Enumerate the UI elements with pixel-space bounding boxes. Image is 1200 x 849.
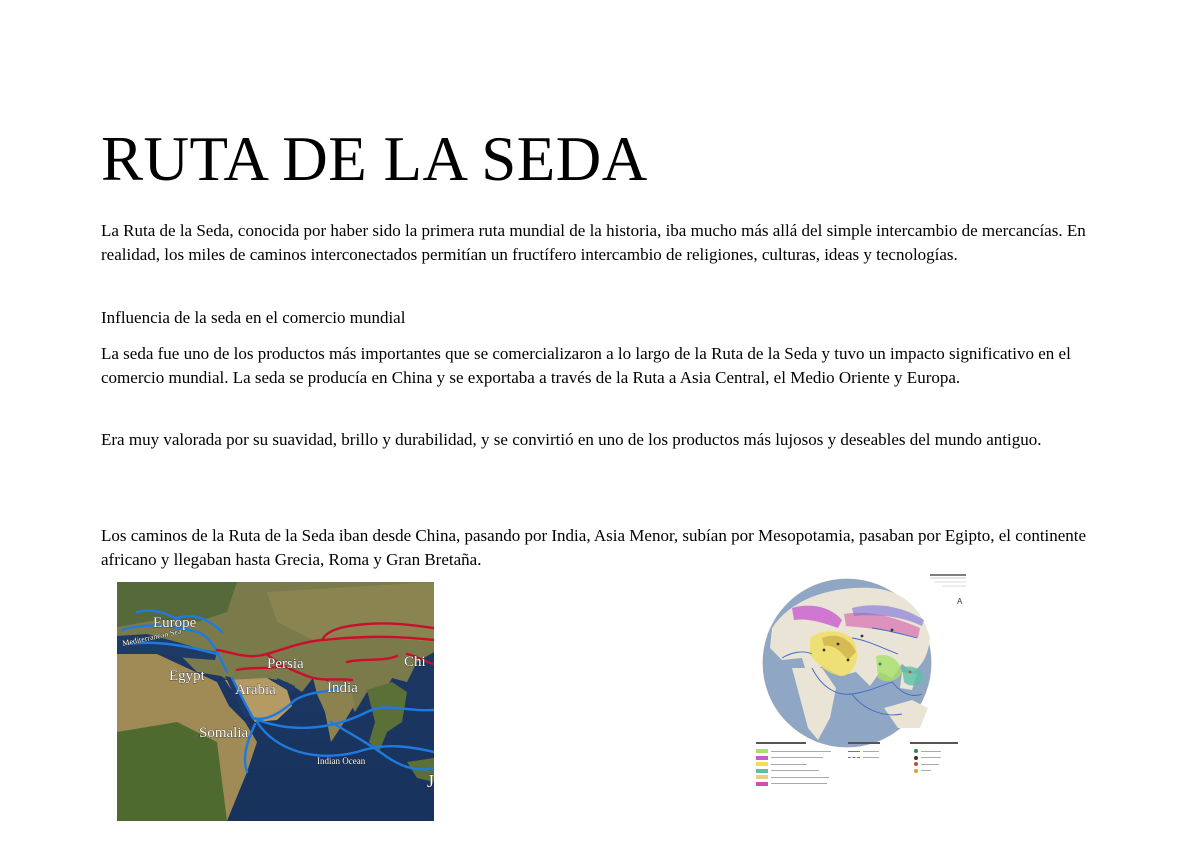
label-java: J [427,771,434,791]
legend-corridors [756,742,831,787]
label-egypt: Egypt [169,668,205,684]
legend-projects [910,742,958,774]
routes-paragraph: Los caminos de la Ruta de la Seda iban desde China, pasando por India, Asia Menor, subían por Mesopotamia, pasaban por Egipto, el continente africano y llegaban hasta Grecia, Roma y Gran Bretaña. [101,526,1087,569]
silk-road-route-map [117,582,434,821]
section-heading: Influencia de la seda en el comercio mundial [101,308,406,327]
page-title: RUTA DE LA SEDA [101,124,648,194]
legend-route-types [848,742,880,761]
label-somalia: Somalia [199,725,249,741]
silk-value-paragraph: Era muy valorada por su suavidad, brillo y durabilidad, y se convirtió en uno de los productos más lujosos y deseables del mundo antiguo. [101,430,1042,449]
globe-legend [752,742,984,800]
scale-bar [930,575,966,606]
label-europe: Europe [153,615,197,631]
label-india: India [327,680,358,696]
intro-paragraph: La Ruta de la Seda, conocida por haber sido la primera ruta mundial de la historia, iba mucho más allá del simple intercambio de mercancías. En realidad, los miles de caminos interconectados permitían un fructífero intercambio de religiones, culturas, ideas y tecnologías. [101,221,1086,264]
route-map-svg [117,582,434,821]
label-china: Chi [404,654,426,670]
silk-trade-paragraph: La seda fue uno de los productos más importantes que se comercializaron a lo largo de la Ruta de la Seda y tuvo un impacto significativo en el comercio mundial. La seda se producía en China y se exportaba a través de la Ruta a Asia Central, el Medio Oriente y Europa. [101,344,1071,387]
svg-text:A: A [957,597,963,606]
label-mediterranean: Mediterranean Sea [121,626,183,648]
label-persia: Persia [267,656,304,672]
label-arabia: Arabia [235,682,276,698]
label-indian-ocean: Indian Ocean [317,756,366,766]
